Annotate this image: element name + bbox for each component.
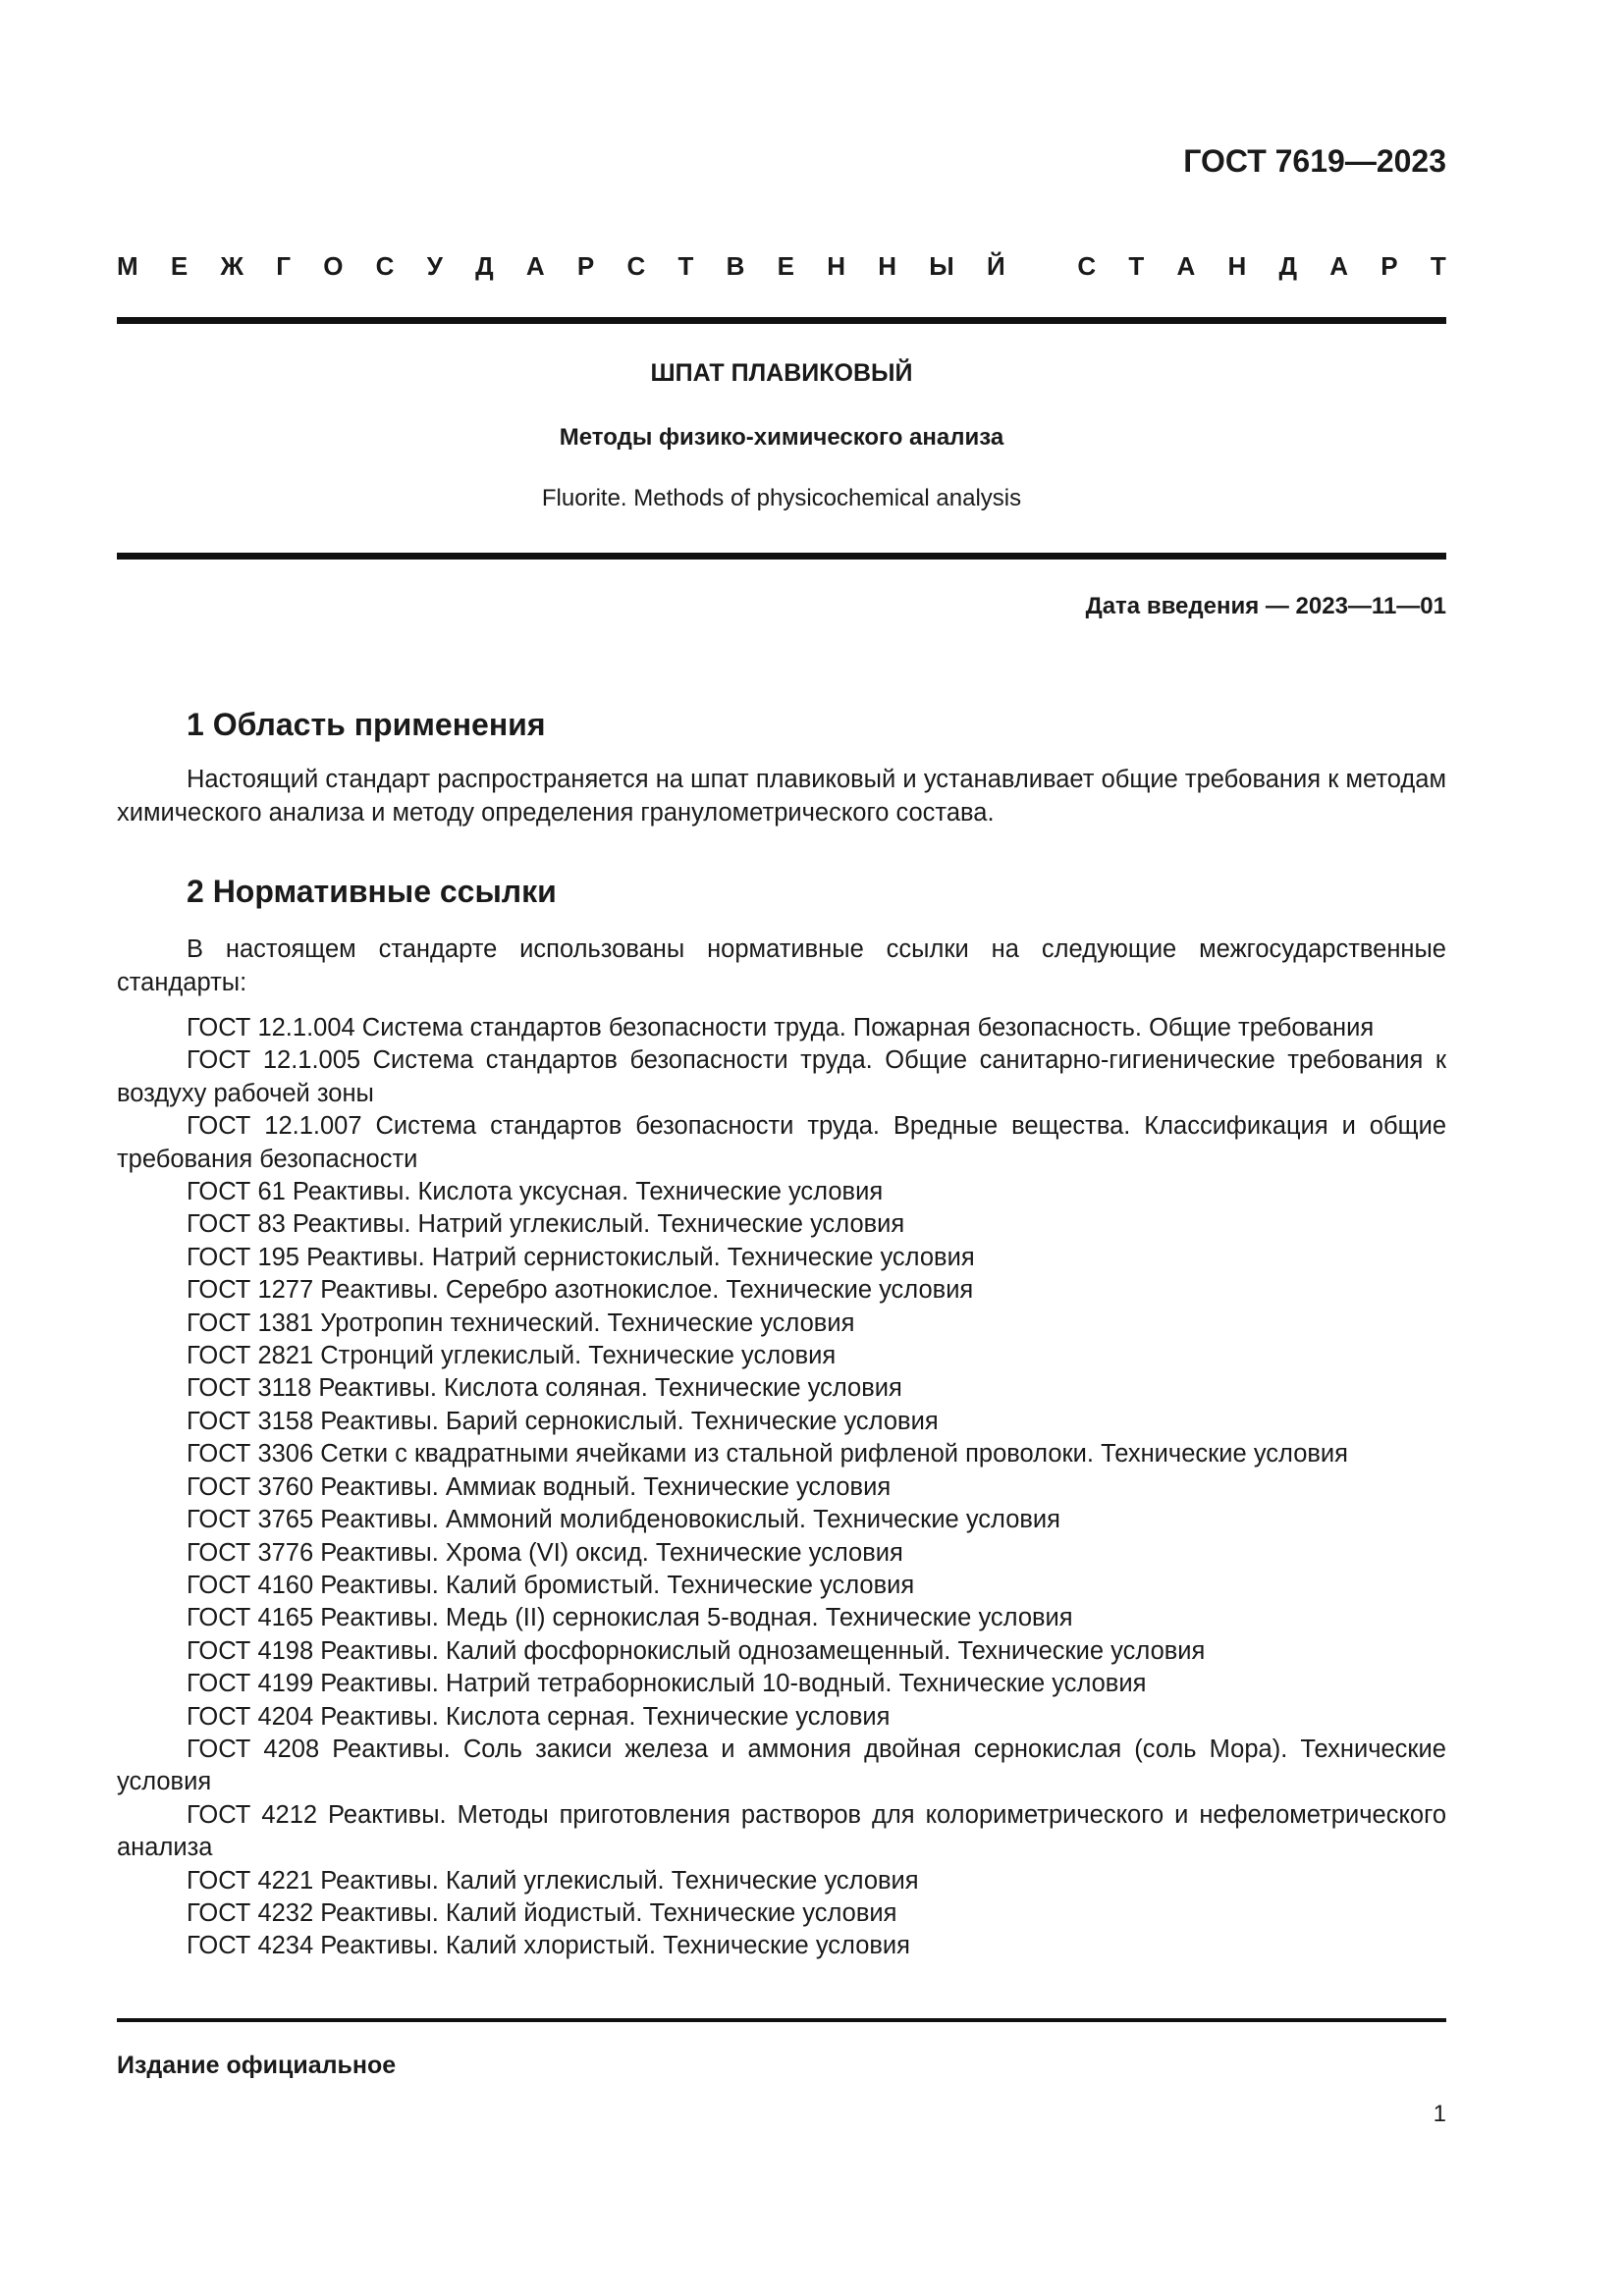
banner-gap [1038, 251, 1045, 282]
banner-letter: Н [878, 251, 896, 281]
section-heading-scope: 1 Область применения [187, 707, 546, 742]
reference-item: ГОСТ 3776 Реактивы. Хрома (VI) оксид. Технические условия [187, 1538, 903, 1567]
header-rule-bottom [117, 553, 1446, 560]
section-text-references: В настоящем стандарте использованы нормативные ссылки на следующие межгосударственные стандарты: [117, 935, 1446, 996]
reference-item: ГОСТ 4234 Реактивы. Калий хлористый. Технические условия [187, 1932, 910, 1960]
banner-letter: С [1077, 251, 1097, 281]
banner-letter: Г [276, 251, 291, 281]
banner-letter: С [626, 251, 646, 281]
banner-letter: Р [576, 251, 595, 281]
reference-item: ГОСТ 4204 Реактивы. Кислота серная. Технические условия [187, 1702, 891, 1731]
banner-letter: А [1176, 251, 1196, 281]
banner-letter: Т [1430, 251, 1446, 281]
banner-letter: М [117, 251, 138, 281]
reference-item: ГОСТ 1381 Уротропин технический. Технические условия [187, 1308, 855, 1337]
section-heading-references: 2 Нормативные ссылки [187, 874, 557, 909]
banner-letter: А [525, 251, 545, 281]
official-edition-label: Издание официальное [117, 2052, 397, 2079]
banner-letter: Е [777, 251, 794, 281]
reference-item: ГОСТ 12.1.004 Система стандартов безопасности труда. Пожарная безопасность. Общие требования [187, 1014, 1375, 1041]
reference-item: ГОСТ 4199 Реактивы. Натрий тетраборнокислый 10-водный. Технические условия [187, 1670, 1147, 1698]
banner-letter: С [375, 251, 395, 281]
reference-item: ГОСТ 3306 Сетки с квадратными ячейками из стальной рифленой проволоки. Технические условия [187, 1440, 1348, 1468]
section-text-scope: Настоящий стандарт распространяется на шпат плавиковый и устанавливает общие требования к методам химического анализа и методу определения гранулометрического состава. [117, 766, 1446, 827]
document-subtitle: Методы физико-химического анализа [559, 424, 1004, 451]
standard-type-banner [117, 251, 1446, 282]
reference-item: ГОСТ 4198 Реактивы. Калий фосфорнокислый однозамещенный. Технические условия [187, 1636, 1206, 1665]
banner-letter: О [323, 251, 344, 281]
banner-letter: А [1329, 251, 1349, 281]
header-rule-top [117, 317, 1446, 324]
introduction-date: Дата введения — 2023—11—01 [1085, 593, 1446, 619]
banner-letter: Д [475, 251, 494, 281]
reference-item: ГОСТ 2821 Стронций углекислый. Технические условия [187, 1342, 837, 1370]
reference-item: ГОСТ 1277 Реактивы. Серебро азотнокислое. Технические условия [187, 1276, 974, 1305]
reference-item: ГОСТ 4165 Реактивы. Медь (II) сернокислая 5-водная. Технические условия [187, 1604, 1073, 1632]
banner-letter: Н [827, 251, 845, 281]
banner-letter: У [426, 251, 443, 281]
banner-letter: Н [1227, 251, 1247, 281]
document-code: ГОСТ 7619—2023 [1183, 143, 1446, 179]
references-list [117, 1012, 1446, 1963]
banner-letter: Ж [220, 251, 244, 281]
banner-letter: Т [1128, 251, 1145, 281]
reference-item: ГОСТ 3765 Реактивы. Аммоний молибденовокислый. Технические условия [187, 1506, 1060, 1534]
banner-letter: Ы [929, 251, 954, 281]
reference-item: ГОСТ 4208 Реактивы. Соль закиси железа и аммония двойная сернокислая (соль Мора). Технические условия [117, 1735, 1446, 1796]
banner-letter: Й [986, 251, 1005, 281]
reference-item: ГОСТ 195 Реактивы. Натрий сернистокислый. Технические условия [187, 1243, 975, 1271]
reference-item: ГОСТ 3158 Реактивы. Барий сернокислый. Технические условия [187, 1407, 939, 1435]
banner-letter: Д [1278, 251, 1298, 281]
banner-letter: Е [170, 251, 189, 281]
reference-item: ГОСТ 4212 Реактивы. Методы приготовления растворов для колориметрического и нефелометрического анализа [117, 1800, 1446, 1862]
reference-item: ГОСТ 12.1.007 Система стандартов безопасности труда. Вредные вещества. Классификация и общие требования безопасности [117, 1112, 1446, 1173]
footer-rule [117, 2018, 1446, 2022]
reference-item: ГОСТ 12.1.005 Система стандартов безопасности труда. Общие санитарно-гигиенические требования к воздуху рабочей зоны [117, 1046, 1446, 1107]
reference-item: ГОСТ 3118 Реактивы. Кислота соляная. Технические условия [187, 1374, 902, 1403]
banner-letter: В [726, 251, 745, 281]
reference-item: ГОСТ 4160 Реактивы. Калий бромистый. Технические условия [187, 1571, 915, 1599]
reference-item: ГОСТ 61 Реактивы. Кислота уксусная. Технические условия [187, 1178, 884, 1206]
document-title-english: Fluorite. Methods of physicochemical analysis [541, 485, 1022, 511]
reference-item: ГОСТ 4232 Реактивы. Калий йодистый. Технические условия [187, 1898, 897, 1927]
banner-letter: Т [677, 251, 694, 281]
reference-item: ГОСТ 3760 Реактивы. Аммиак водный. Технические условия [187, 1472, 892, 1501]
banner-letter: Р [1380, 251, 1398, 281]
page-number: 1 [1433, 2101, 1446, 2127]
reference-item: ГОСТ 4221 Реактивы. Калий углекислый. Технические условия [187, 1866, 919, 1895]
reference-item: ГОСТ 83 Реактивы. Натрий углекислый. Технические условия [187, 1210, 905, 1239]
document-title: ШПАТ ПЛАВИКОВЫЙ [650, 359, 913, 387]
